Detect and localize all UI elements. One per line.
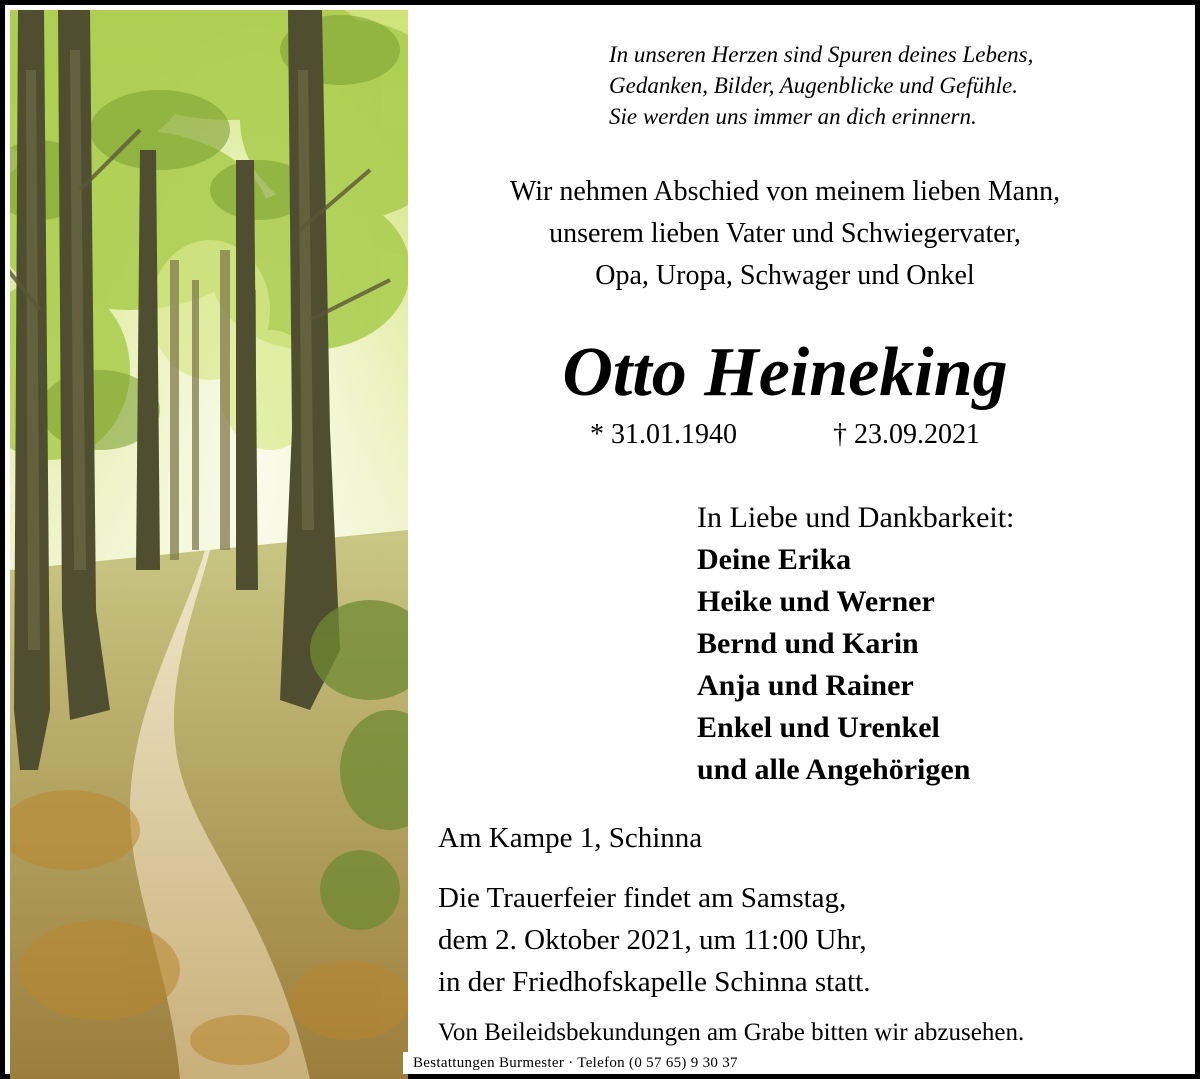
intro-line: unserem lieben Vater und Schwiegervater, <box>549 218 1021 249</box>
mourners-list <box>697 497 1177 791</box>
mourner-name: Deine Erika <box>697 543 852 576</box>
motto-line: In unseren Herzen sind Spuren deines Lebens, <box>609 42 1034 67</box>
motto-line: Gedanken, Bilder, Augenblicke und Gefühle. <box>609 73 1018 98</box>
funeral-line: in der Friedhofskapelle Schinna statt. <box>438 966 871 998</box>
intro-line: Wir nehmen Abschied von meinem lieben Mann, <box>509 176 1061 207</box>
mourner-name: Heike und Werner <box>697 585 935 618</box>
deceased-name: Otto Heineking <box>562 334 1008 411</box>
memorial-motto <box>609 39 1169 132</box>
forest-path-photo <box>10 10 408 1079</box>
birth-date: * 31.01.1940 <box>590 419 737 450</box>
funeral-line: dem 2. Oktober 2021, um 11:00 Uhr, <box>438 924 867 956</box>
farewell-intro <box>425 171 1145 297</box>
intro-line: Opa, Uropa, Schwager und Onkel <box>595 260 975 291</box>
mourner-name: Enkel und Urenkel <box>697 711 940 744</box>
mourner-name: Anja und Rainer <box>697 669 914 702</box>
funeral-announcement <box>438 877 870 1003</box>
undertaker-footer: Bestattungen Burmester · Telefon (0 57 65) 9 30 37 <box>403 1052 748 1074</box>
motto-line: Sie werden uns immer an dich erinnern. <box>609 104 977 129</box>
mourner-name: Bernd und Karin <box>697 627 919 660</box>
death-date: † 23.09.2021 <box>833 419 980 450</box>
mourner-name: und alle Angehörigen <box>697 753 971 786</box>
funeral-line: Die Trauerfeier findet am Samstag, <box>438 882 847 914</box>
mourners-heading: In Liebe und Dankbarkeit: <box>697 501 1015 534</box>
condolence-note: Von Beileidsbekundungen am Grabe bitten wir abzusehen. <box>438 1019 1025 1046</box>
family-address: Am Kampe 1, Schinna <box>438 822 703 854</box>
